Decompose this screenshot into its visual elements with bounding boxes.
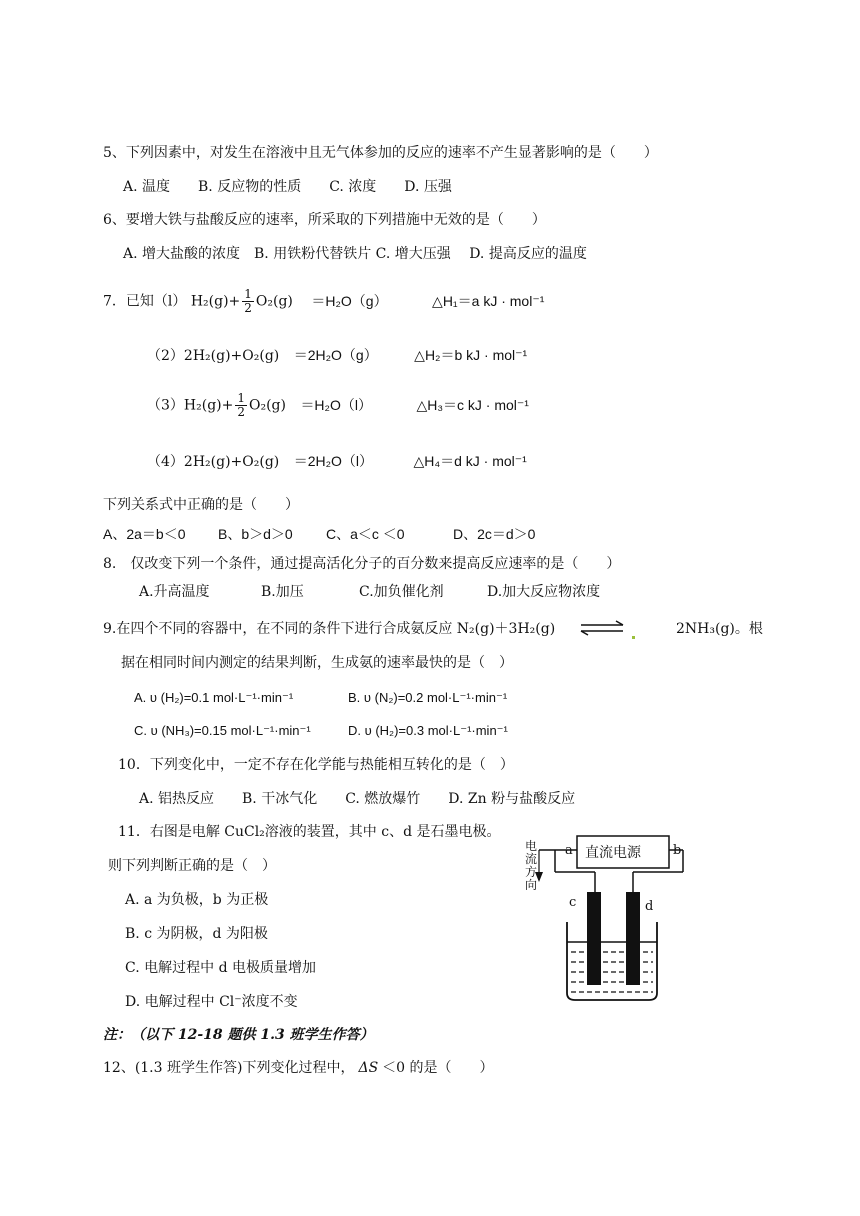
q9-option-b: B. υ (N₂)=0.2 mol·L⁻¹·min⁻¹ (348, 690, 508, 705)
q11-option-b: B. c 为阴极，d 为阳极 (125, 926, 268, 942)
electrode-c-label: c (569, 895, 577, 910)
q8-option-b: B.加压 (261, 584, 304, 600)
q7-option-d: D、2c＝d＞0 (453, 526, 536, 542)
q11-option-c: C. 电解过程中 d 电极质量增加 (125, 960, 316, 976)
q6-options: A. 增大盐酸的浓度 B. 用铁粉代替铁片 C. 增大压强 D. 提高反应的温度 (123, 246, 587, 262)
q9-option-c: C. υ (NH₃)=0.15 mol·L⁻¹·min⁻¹ (134, 723, 311, 738)
q8-option-a: A.升高温度 (139, 584, 210, 600)
q5-stem: 5、下列因素中，对发生在溶液中且无气体参加的反应的速率不产生显著影响的是（ ） (103, 145, 658, 161)
q7-option-a: A、2a＝b＜0 (103, 526, 186, 542)
q6-stem: 6、要增大铁与盐酸反应的速率，所采取的下列措施中无效的是（ ） (103, 212, 546, 228)
q8-option-c: C.加负催化剂 (359, 584, 444, 600)
q9-option-a: A. υ (H₂)=0.1 mol·L⁻¹·min⁻¹ (134, 690, 294, 705)
q7-option-c: C、a＜c ＜0 (326, 526, 405, 542)
electrode-d-label: d (645, 899, 654, 914)
q7-eq1: 7．已知（l） H₂(g)+ $\frac{1}{2}$ O₂(g) ＝H₂O（g） △H₁＝a kJ · mol⁻¹ (103, 287, 545, 315)
q7-eq4: （4）2H₂(g)+O₂(g) ＝2H₂O（l） △H₄＝d kJ · mol⁻¹ (147, 453, 527, 470)
q12-stem: 12、(1.3 班学生作答)下列变化过程中， ΔS ＜0 的是（ ） (103, 1060, 494, 1076)
terminal-a-label: a (565, 843, 573, 858)
q11-stem: 11．右图是电解 CuCl₂溶液的装置，其中 c、d 是石墨电极。 (118, 824, 501, 840)
q9-option-d: D. υ (H₂)=0.3 mol·L⁻¹·min⁻¹ (348, 723, 508, 738)
q7-ask: 下列关系式中正确的是（ ） (103, 497, 299, 513)
green-dot (632, 630, 635, 644)
delta-s: ΔS (358, 1060, 379, 1076)
q10-stem: 10．下列变化中，一定不存在化学能与热能相互转化的是（ ） (118, 757, 514, 773)
q7-option-b: B、b＞d＞0 (218, 526, 293, 542)
current-direction-label: 电流方向 (525, 839, 538, 892)
q7-eq3: （3）H₂(g)+ $\frac{1}{2}$ O₂(g) ＝H₂O（l） △H₃＝c kJ · mol⁻¹ (147, 391, 529, 419)
q8-stem: 8. 仅改变下列一个条件，通过提高活化分子的百分数来提高反应速率的是（ ） (103, 556, 621, 572)
fraction: $\frac{1}{2}$ (244, 287, 252, 315)
q9-line2: 据在相同时间内测定的结果判断，生成氨的速率最快的是（ ） (121, 655, 513, 671)
q10-options: A. 铝热反应 B. 干冰气化 C. 燃放爆竹 D. Zn 粉与盐酸反应 (139, 791, 576, 807)
note: 注：（以下 12-18 题供 1.3 班学生作答） (103, 1027, 374, 1043)
q5-options: A. 温度 B. 反应物的性质 C. 浓度 D. 压强 (123, 179, 452, 195)
q7-eq2: （2）2H₂(g)+O₂(g) ＝2H₂O（g） △H₂＝b kJ · mol⁻¹ (147, 347, 528, 364)
equilibrium-arrow-icon (578, 620, 628, 636)
fraction: $\frac{1}{2}$ (237, 391, 245, 419)
q8-option-d: D.加大反应物浓度 (487, 584, 601, 600)
terminal-b-label: b (673, 843, 682, 858)
q7-label: 7．已知（l） (103, 293, 187, 310)
power-supply-label: 直流电源 (585, 845, 641, 861)
q11-line2: 则下列判断正确的是（ ） (108, 858, 276, 874)
q9-stem-tail: 2NH₃(g)。根 (676, 621, 763, 637)
q11-option-a: A. a 为负极，b 为正极 (125, 892, 269, 908)
electrolysis-diagram (525, 830, 695, 1005)
q11-option-d: D. 电解过程中 Cl⁻浓度不变 (125, 994, 298, 1010)
q9-stem: 9.在四个不同的容器中，在不同的条件下进行合成氨反应 N₂(g)＋3H₂(g) (103, 621, 556, 637)
